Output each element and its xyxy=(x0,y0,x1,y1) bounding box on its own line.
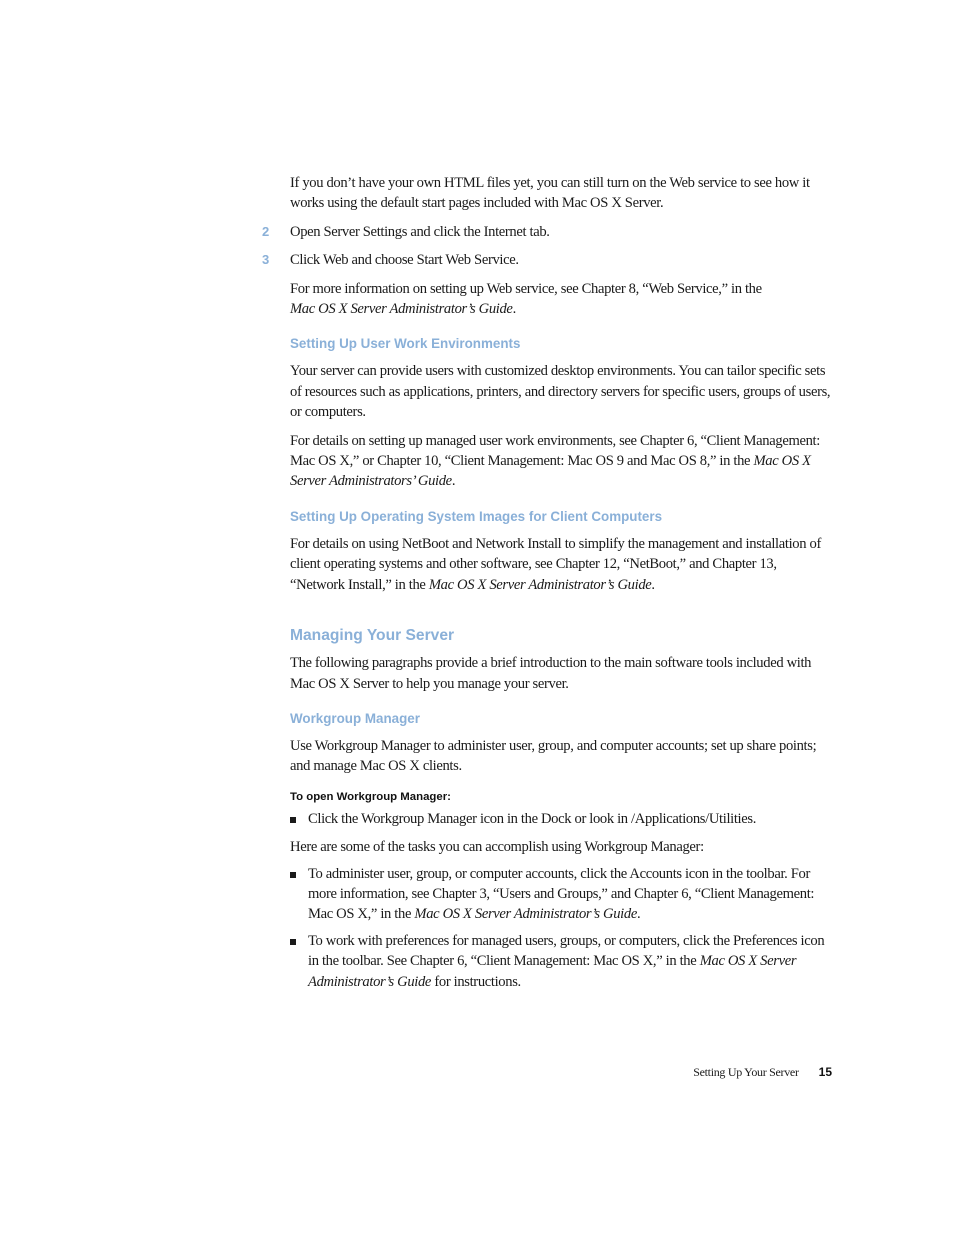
footer-title: Setting Up Your Server xyxy=(693,1065,799,1079)
bullet-square-icon xyxy=(290,939,296,945)
task-bullet: Click the Workgroup Manager icon in the Dock or look in /Applications/Utilities. xyxy=(290,809,832,829)
list-item: To work with preferences for managed users, groups, or computers, click the Preferences icon in the toolbar. See Chapter 6, “Client Management: Mac OS X,” in the Mac OS X Server Administrator’s Guide for instructions. xyxy=(290,931,832,992)
step-number: 2 xyxy=(262,223,270,239)
step-text: Open Server Settings and click the Internet tab. xyxy=(290,223,550,240)
user-env-paragraph-1: Your server can provide users with customized desktop environments. You can tailor specific sets of resources such as applications, printers, and directory servers for specific users, groups of users, or computers. xyxy=(290,363,831,421)
list-item: To administer user, group, or computer accounts, click the Accounts icon in the toolbar. For more information, see Chapter 3, “Users and Groups,” and Chapter 6, “Client Management: Mac OS X,” in the Mac OS X Server Administrator’s Guide. xyxy=(290,864,832,925)
intro-paragraph: If you don’t have your own HTML files yet, you can still turn on the Web service to see how it works using the default start pages included with Mac OS X Server. xyxy=(290,175,810,212)
guide-reference: Mac OS X Server Administrator’s Guide xyxy=(308,953,797,990)
heading-user-environments: Setting Up User Work Environments xyxy=(290,336,521,352)
heading-os-images: Setting Up Operating System Images for Client Computers xyxy=(290,508,663,524)
workgroup-paragraph: Use Workgroup Manager to administer user, group, and computer accounts; set up share points; and manage Mac OS X clients. xyxy=(290,737,817,775)
bullet-square-icon xyxy=(290,872,296,878)
os-images-paragraph: For details on using NetBoot and Network Install to simplify the management and installation of client operating systems and other software, see Chapter 12, “NetBoot,” and Chapter 13, “Network Install,” in the Mac OS X Server Administrator’s Guide. xyxy=(290,535,821,593)
task-heading: To open Workgroup Manager: xyxy=(290,790,451,803)
more-info-paragraph: For more information on setting up Web service, see Chapter 8, “Web Service,” in the Mac OS X Server Administrator’s Guide. xyxy=(290,280,762,318)
step-3 xyxy=(262,250,832,270)
guide-reference: Mac OS X Server Administrators’ Guide xyxy=(290,453,811,490)
heading-managing-server: Managing Your Server xyxy=(290,627,455,645)
tasks-intro: Here are some of the tasks you can accomplish using Workgroup Manager: xyxy=(290,839,704,856)
page-body xyxy=(262,173,832,992)
bullet-square-icon xyxy=(290,817,296,823)
step-text: Click Web and choose Start Web Service. xyxy=(290,252,519,269)
guide-reference: Mac OS X Server Administrator’s Guide xyxy=(428,576,652,593)
guide-reference: Mac OS X Server Administrator’s Guide xyxy=(414,906,637,923)
heading-workgroup-manager: Workgroup Manager xyxy=(290,710,420,726)
step-number: 3 xyxy=(262,252,270,268)
step-2 xyxy=(262,222,832,242)
page-footer xyxy=(600,1063,832,1081)
managing-paragraph: The following paragraphs provide a brief introduction to the main software tools included with Mac OS X Server to help you manage your server. xyxy=(290,655,812,692)
guide-reference: Mac OS X Server Administrator’s Guide xyxy=(290,301,513,318)
page-number: 15 xyxy=(818,1065,832,1079)
user-env-paragraph-2: For details on setting up managed user work environments, see Chapter 6, “Client Management: Mac OS X,” or Chapter 10, “Client Management: Mac OS 9 and Mac OS 8,” in the Mac OS X Server Administrators’ Guide. xyxy=(290,432,820,490)
